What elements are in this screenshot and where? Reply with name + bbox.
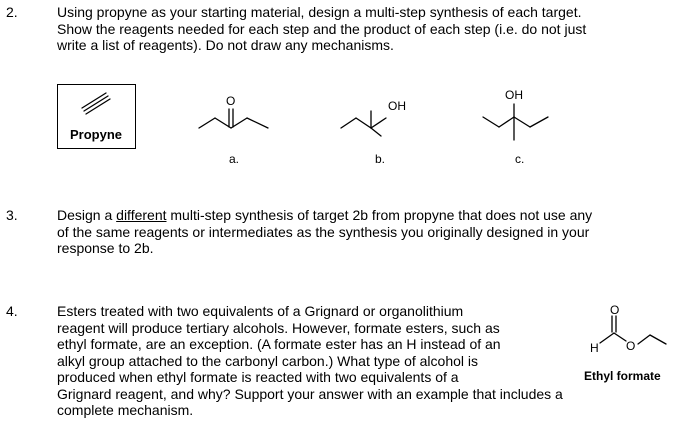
question-3-line-2: of the same reagents or intermediates as the synthesis you originally designed in your: [57, 223, 590, 240]
question-3-line-3: response to 2b.: [57, 240, 154, 256]
question-4-line-7: complete mechanism.: [57, 402, 194, 418]
question-2-line-1: Using propyne as your starting material, design a multi-step synthesis of each target.: [57, 4, 582, 20]
target-b-label: b.: [375, 152, 386, 166]
different-emphasis: different: [116, 207, 167, 223]
ethyl-formate-hydrogen: H: [590, 341, 599, 355]
target-a-label: a.: [229, 152, 240, 166]
question-4-line-5: produced when ethyl formate is reacted with two equivalents of a: [57, 369, 459, 385]
question-4-line-6: Grignard reagent, and why? Support your answer with an example that includes a: [57, 385, 563, 402]
question-4-line-4: alkyl group attached to the carbonyl carbon.) What type of alcohol is: [57, 352, 479, 369]
question-2-line-3: write a list of reagents). Do not draw any mechanisms.: [57, 37, 394, 53]
ethyl-formate-label: Ethyl formate: [584, 369, 661, 383]
question-3-post: multi-step synthesis of target 2b from propyne that does not use any: [166, 207, 593, 223]
question-number-4: 4.: [6, 303, 18, 319]
target-c-hydroxyl: OH: [505, 88, 523, 102]
question-2-line-2: Show the reagents needed for each step and the product of each step (i.e. do not just: [57, 20, 587, 37]
question-3-pre: Design a: [57, 207, 117, 223]
target-c-label: c.: [515, 152, 525, 166]
question-number-3: 3.: [6, 207, 18, 223]
question-number-2: 2.: [6, 4, 18, 20]
question-4-line-2: reagent will produce tertiary alcohols. However, formate esters, such as: [57, 319, 500, 336]
ethyl-formate-ester-oxygen: O: [626, 339, 636, 353]
propyne-label: Propyne: [70, 127, 123, 142]
target-a-oxygen: O: [226, 94, 236, 108]
ethyl-formate-carbonyl-oxygen: O: [610, 303, 620, 317]
question-4-line-1: Esters treated with two equivalents of a Grignard or organolithium: [57, 303, 464, 319]
target-b-hydroxyl: OH: [388, 99, 406, 113]
question-4-line-3: ethyl formate, are an exception. (A formate ester has an H instead of an: [57, 336, 501, 352]
